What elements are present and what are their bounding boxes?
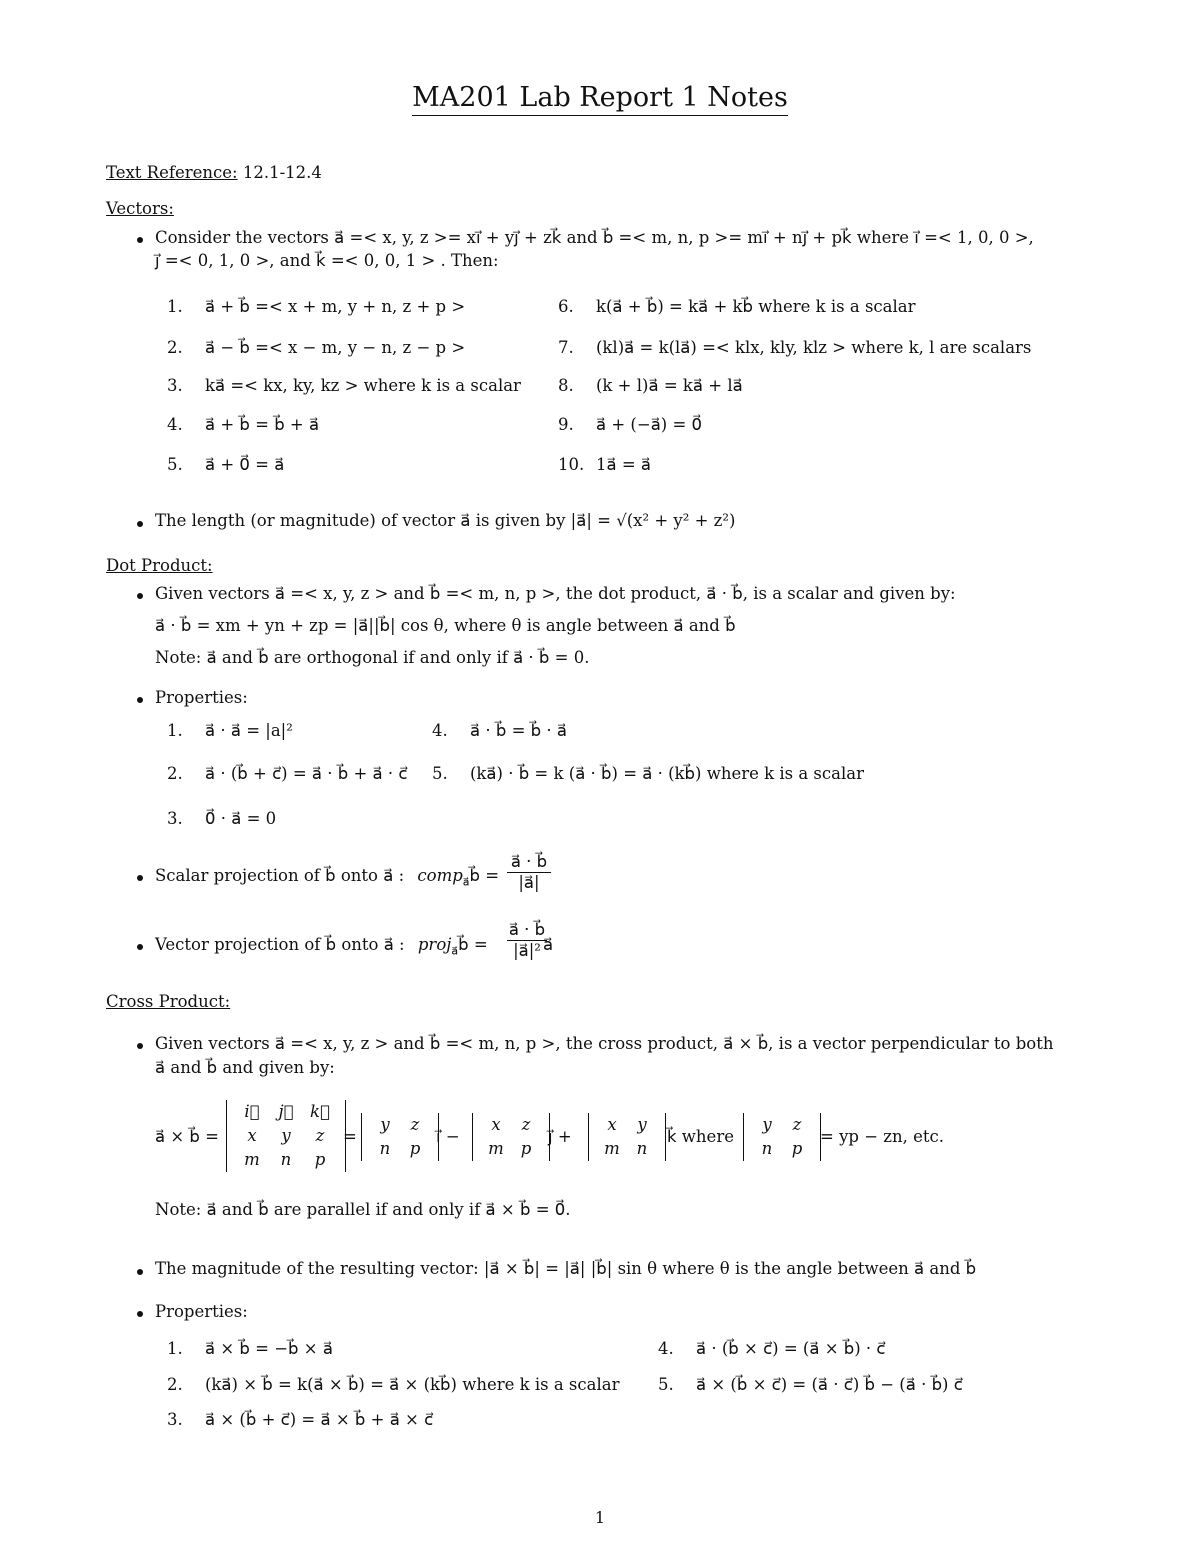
property-number: 5. <box>432 764 448 783</box>
vector-projection-sub: a⃗ <box>451 944 459 958</box>
property-item <box>558 376 743 395</box>
property-formula: 0⃗ · a⃗ = 0 <box>205 809 277 828</box>
determinant-entry: z <box>792 1115 802 1134</box>
cross-i-term: i⃗ − <box>436 1127 460 1146</box>
property-item <box>558 415 702 434</box>
determinant-entry: p <box>791 1139 803 1158</box>
bullet-icon <box>137 237 143 243</box>
property-formula: a⃗ + b⃗ =< x + m, y + n, z + p > <box>205 297 466 316</box>
determinant-row <box>597 1113 657 1137</box>
determinant-row <box>481 1137 541 1161</box>
vectors-intro-line1: Consider the vectors a⃗ =< x, y, z >= xi⃗ + yj⃗ + zk⃗ and b⃗ =< m, n, p >= mi⃗ + nj⃗ + pk⃗ where i⃗ =< 1, 0, 0 >, <box>155 228 1034 247</box>
dot-product-given: Given vectors a⃗ =< x, y, z > and b⃗ =< m, n, p >, the dot product, a⃗ · b⃗, is a scalar and given by: <box>155 584 956 603</box>
property-formula: (ka⃗) · b⃗ = k (a⃗ · b⃗) = a⃗ · (kb⃗) where k is a scalar <box>470 764 864 783</box>
scalar-projection-sub: a⃗ <box>462 875 470 889</box>
scalar-projection <box>155 866 499 888</box>
text-reference-label: Text Reference: <box>106 163 238 182</box>
cross-k-term: k⃗ where <box>667 1127 734 1146</box>
property-formula: ka⃗ =< kx, ky, kz > where k is a scalar <box>205 376 521 395</box>
text-reference <box>106 163 322 182</box>
text-reference-value: 12.1-12.4 <box>242 163 322 182</box>
property-number: 8. <box>558 376 574 395</box>
property-item <box>658 1375 963 1394</box>
property-formula: a⃗ × (b⃗ × c⃗) = (a⃗ · c⃗) b⃗ − (a⃗ · b⃗) c⃗ <box>696 1375 963 1394</box>
determinant-row <box>235 1148 337 1172</box>
determinant <box>472 1113 550 1161</box>
property-number: 1. <box>167 721 183 740</box>
vector-projection-b: b⃗ = <box>458 935 488 954</box>
property-item <box>558 297 916 316</box>
determinant-entry: n <box>379 1139 391 1158</box>
determinant-entry: m <box>604 1139 620 1158</box>
property-number: 6. <box>558 297 574 316</box>
property-formula: a⃗ × b⃗ = −b⃗ × a⃗ <box>205 1339 333 1358</box>
determinant-entry: p <box>409 1139 421 1158</box>
vector-projection-tail: a⃗ <box>543 935 554 954</box>
property-number: 2. <box>167 338 183 357</box>
bullet-icon <box>137 1043 143 1049</box>
vectors-intro-line2: j⃗ =< 0, 1, 0 >, and k⃗ =< 0, 0, 1 > . Then: <box>155 251 499 270</box>
determinant-entry: n <box>761 1139 773 1158</box>
property-item <box>167 415 319 434</box>
determinant-entry: y <box>762 1115 772 1134</box>
property-item <box>167 1410 433 1429</box>
determinant <box>226 1100 346 1172</box>
cross-product-heading: Cross Product: <box>106 992 231 1011</box>
property-item <box>167 1339 333 1358</box>
property-item <box>432 764 864 783</box>
property-number: 4. <box>167 415 183 434</box>
property-number: 3. <box>167 809 183 828</box>
page-title: MA201 Lab Report 1 Notes <box>0 82 1200 113</box>
property-number: 3. <box>167 376 183 395</box>
determinant-row <box>235 1100 337 1124</box>
property-number: 10. <box>558 455 585 474</box>
determinant-row <box>235 1124 337 1148</box>
property-formula: (kl)a⃗ = k(la⃗) =< klx, kly, klz > where k, l are scalars <box>596 338 1032 357</box>
property-number: 7. <box>558 338 574 357</box>
cross-product-note: Note: a⃗ and b⃗ are parallel if and only if a⃗ × b⃗ = 0⃗. <box>155 1200 571 1219</box>
determinant-entry: k⃗ <box>310 1102 330 1121</box>
dot-product-heading: Dot Product: <box>106 556 213 575</box>
bullet-icon <box>137 1269 143 1275</box>
cross-product-given-line2: a⃗ and b⃗ and given by: <box>155 1058 335 1077</box>
property-item <box>167 338 465 357</box>
property-number: 4. <box>432 721 448 740</box>
determinant-entry: z <box>315 1126 325 1145</box>
determinant-row <box>370 1113 430 1137</box>
property-item <box>558 455 651 474</box>
property-item <box>167 721 293 740</box>
determinant-row <box>752 1137 812 1161</box>
property-number: 1. <box>167 297 183 316</box>
property-formula: a⃗ · a⃗ = |a|² <box>205 721 293 740</box>
property-number: 2. <box>167 764 183 783</box>
bullet-icon <box>137 521 143 527</box>
determinant-row <box>597 1137 657 1161</box>
cross-product-given-line1: Given vectors a⃗ =< x, y, z > and b⃗ =< m, n, p >, the cross product, a⃗ × b⃗, is a vector perpendicular to both <box>155 1034 1054 1053</box>
property-item <box>432 721 567 740</box>
property-formula: a⃗ · (b⃗ + c⃗) = a⃗ · b⃗ + a⃗ · c⃗ <box>205 764 408 783</box>
vector-projection-denominator: |a⃗|² <box>513 941 541 960</box>
vector-projection-numerator: a⃗ · b⃗ <box>508 920 546 939</box>
property-item <box>658 1339 885 1358</box>
determinant-entry: p <box>314 1150 326 1169</box>
determinant <box>743 1113 821 1161</box>
cross-where-result: = yp − zn, etc. <box>820 1127 944 1146</box>
property-formula: a⃗ − b⃗ =< x − m, y − n, z − p > <box>205 338 466 357</box>
property-item <box>558 338 1031 357</box>
property-formula: a⃗ + (−a⃗) = 0⃗ <box>596 415 703 434</box>
determinant-entry: y <box>281 1126 291 1145</box>
property-number: 2. <box>167 1375 183 1394</box>
determinant-entry: p <box>520 1139 532 1158</box>
determinant-entry: x <box>491 1115 501 1134</box>
scalar-projection-numerator: a⃗ · b⃗ <box>507 852 551 873</box>
determinant-entry: n <box>280 1150 292 1169</box>
property-number: 5. <box>658 1375 674 1394</box>
determinant-entry: y <box>380 1115 390 1134</box>
vector-length-formula: The length (or magnitude) of vector a⃗ is given by |a⃗| = √(x² + y² + z²) <box>155 511 736 530</box>
determinant <box>361 1113 439 1161</box>
vector-projection-label: Vector projection of b⃗ onto a⃗ : <box>155 935 405 954</box>
property-number: 9. <box>558 415 574 434</box>
bullet-icon <box>137 697 143 703</box>
property-item <box>167 1375 619 1394</box>
determinant-entry: z <box>521 1115 531 1134</box>
determinant-row <box>752 1113 812 1137</box>
determinant-entry: x <box>607 1115 617 1134</box>
scalar-projection-label: Scalar projection of b⃗ onto a⃗ : <box>155 866 405 885</box>
property-formula: k(a⃗ + b⃗) = ka⃗ + kb⃗ where k is a scalar <box>596 297 916 316</box>
determinant-entry: y <box>637 1115 647 1134</box>
vector-projection-fraction <box>507 920 547 960</box>
dot-product-note: Note: a⃗ and b⃗ are orthogonal if and only if a⃗ · b⃗ = 0. <box>155 648 590 667</box>
determinant <box>588 1113 666 1161</box>
property-formula: a⃗ + b⃗ = b⃗ + a⃗ <box>205 415 320 434</box>
scalar-projection-b: b⃗ = <box>469 866 500 885</box>
property-formula: (ka⃗) × b⃗ = k(a⃗ × b⃗) = a⃗ × (kb⃗) where k is a scalar <box>205 1375 620 1394</box>
determinant-row <box>370 1137 430 1161</box>
scalar-projection-lhs: comp <box>417 866 463 885</box>
scalar-projection-fraction <box>507 852 551 892</box>
property-formula: 1a⃗ = a⃗ <box>596 455 652 474</box>
bullet-icon <box>137 944 143 950</box>
property-formula: (k + l)a⃗ = ka⃗ + la⃗ <box>596 376 743 395</box>
property-item <box>167 455 284 474</box>
property-number: 3. <box>167 1410 183 1429</box>
cross-lhs: a⃗ × b⃗ = <box>155 1127 219 1146</box>
scalar-projection-denominator: |a⃗| <box>518 873 540 892</box>
property-formula: a⃗ + 0⃗ = a⃗ <box>205 455 285 474</box>
property-formula: a⃗ · b⃗ = b⃗ · a⃗ <box>470 721 567 740</box>
determinant-entry: n <box>636 1139 648 1158</box>
vector-projection <box>155 935 488 957</box>
vector-projection-lhs: proj <box>417 935 452 954</box>
vectors-heading: Vectors: <box>106 199 174 218</box>
property-number: 1. <box>167 1339 183 1358</box>
page-number: 1 <box>594 1508 606 1527</box>
dot-product-formula: a⃗ · b⃗ = xm + yn + zp = |a⃗||b⃗| cos θ, where θ is angle between a⃗ and b⃗ <box>155 616 736 635</box>
determinant-entry: i⃗ <box>244 1102 260 1121</box>
bullet-icon <box>137 593 143 599</box>
determinant-entry: j⃗ <box>278 1102 294 1121</box>
property-number: 5. <box>167 455 183 474</box>
determinant-entry: z <box>410 1115 420 1134</box>
property-formula: a⃗ × (b⃗ + c⃗) = a⃗ × b⃗ + a⃗ × c⃗ <box>205 1410 434 1429</box>
property-number: 4. <box>658 1339 674 1358</box>
bullet-icon <box>137 875 143 881</box>
property-item <box>167 809 276 828</box>
determinant-entry: m <box>244 1150 260 1169</box>
cross-magnitude: The magnitude of the resulting vector: |a⃗ × b⃗| = |a⃗| |b⃗| sin θ where θ is the angle between a⃗ and b⃗ <box>155 1259 977 1278</box>
property-formula: a⃗ · (b⃗ × c⃗) = (a⃗ × b⃗) · c⃗ <box>696 1339 886 1358</box>
cross-equals: = <box>343 1127 357 1146</box>
property-item <box>167 764 407 783</box>
bullet-icon <box>137 1311 143 1317</box>
property-item <box>167 376 521 395</box>
determinant-entry: m <box>488 1139 504 1158</box>
determinant-entry: x <box>247 1126 257 1145</box>
cross-j-term: j⃗ + <box>548 1127 572 1146</box>
property-item <box>167 297 465 316</box>
dot-properties-label: Properties: <box>155 688 248 707</box>
determinant-row <box>481 1113 541 1137</box>
cross-properties-label: Properties: <box>155 1302 248 1321</box>
